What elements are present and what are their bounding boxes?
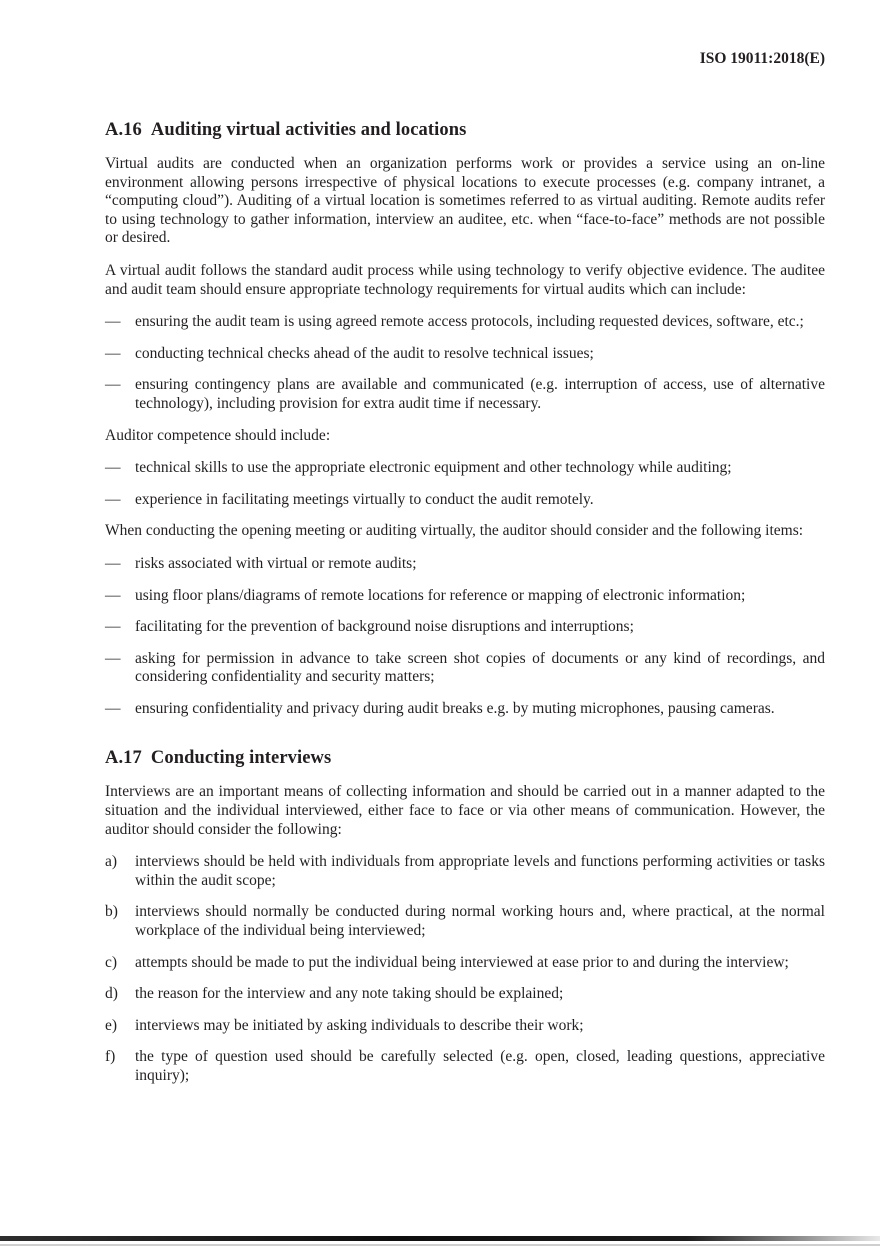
section-a16-heading [105, 120, 825, 141]
dash-marker: — [105, 586, 121, 604]
list-item-text: facilitating for the prevention of background noise disruptions and interruptions; [135, 618, 634, 636]
list-item [105, 491, 825, 510]
list-item-text: experience in facilitating meetings virtually to conduct the audit remotely. [135, 490, 594, 508]
list-item-text: asking for permission in advance to take screen shot copies of documents or any kind of recordings, and considering confidentiality and security matters; [135, 649, 825, 686]
list-item [105, 903, 825, 940]
dash-marker: — [105, 554, 121, 572]
list-item [105, 650, 825, 687]
list-item [105, 1017, 825, 1036]
letter-marker: e) [105, 1016, 118, 1034]
page-bottom-scan-line-secondary [0, 1244, 880, 1246]
dash-marker: — [105, 459, 121, 477]
section-a16 [105, 120, 825, 718]
list-item-text: the type of question used should be carefully selected (e.g. open, closed, leading questions, appreciative inquiry); [135, 1048, 825, 1084]
list-item [105, 587, 825, 606]
list-item-text: using floor plans/diagrams of remote locations for reference or mapping of electronic information; [135, 586, 746, 604]
letter-marker: f) [105, 1048, 116, 1066]
dash-marker: — [105, 313, 121, 331]
section-a17 [105, 748, 825, 1085]
list-item-text: attempts should be made to put the individual being interviewed at ease prior to and during the interview; [135, 953, 789, 971]
dash-marker: — [105, 490, 121, 508]
section-a17-title: Conducting interviews [150, 748, 332, 769]
paragraph: A virtual audit follows the standard audit process while using technology to verify objective evidence. The auditee and audit team should ensure appropriate technology requirements for virtual audits which can include: [105, 261, 825, 298]
document-reference: ISO 19011:2018(E) [699, 50, 825, 67]
list-item-text: risks associated with virtual or remote audits; [135, 554, 417, 572]
list-item-text: conducting technical checks ahead of the audit to resolve technical issues; [135, 344, 594, 362]
paragraph: Interviews are an important means of collecting information and should be carried out in a manner adapted to the situation and the individual interviewed, either face to face or via other means of communication. However, the auditor should consider the following: [105, 783, 825, 838]
letter-marker: d) [105, 985, 118, 1003]
list-item [105, 1048, 825, 1085]
dash-marker: — [105, 376, 121, 394]
list-item [105, 985, 825, 1004]
list-item-text: the reason for the interview and any note taking should be explained; [135, 985, 564, 1003]
page-bottom-scan-line [0, 1236, 880, 1241]
dash-marker: — [105, 618, 121, 636]
list-item [105, 555, 825, 574]
letter-marker: b) [105, 903, 118, 921]
list-item [105, 459, 825, 478]
section-a17-heading [105, 748, 825, 769]
list-item [105, 954, 825, 973]
list-item [105, 700, 825, 719]
paragraph: Virtual audits are conducted when an organization performs work or provides a service using an on-line environment allowing persons irrespective of physical locations to execute processes (e.g. company intranet, a “computing cloud”). Auditing of a virtual location is sometimes referred to as virtual auditing. Remote audits refer to using technology to gather information, interview an auditee, etc. when “face-to-face” methods are not possible or desired. [105, 155, 825, 247]
dash-marker: — [105, 699, 121, 717]
list-item [105, 376, 825, 413]
letter-marker: c) [105, 953, 118, 971]
list-item-text: interviews should normally be conducted during normal working hours and, where practical, at the normal workplace of the individual being interviewed; [135, 903, 825, 940]
letter-marker: a) [105, 853, 118, 871]
list-item-text: ensuring confidentiality and privacy during audit breaks e.g. by muting microphones, pausing cameras. [135, 699, 775, 717]
list-item-text: ensuring contingency plans are available and communicated (e.g. interruption of access, use of alternative technology), including provision for extra audit time if necessary. [135, 376, 825, 412]
paragraph: Auditor competence should include: [105, 426, 331, 444]
dash-marker: — [105, 649, 121, 667]
list-item-text: ensuring the audit team is using agreed remote access protocols, including requested devices, software, etc.; [135, 313, 804, 331]
list-item-text: interviews should be held with individuals from appropriate levels and functions performing activities or tasks within the audit scope; [135, 853, 825, 889]
page-header [105, 50, 825, 68]
dash-marker: — [105, 344, 121, 362]
list-item [105, 618, 825, 637]
section-a16-number: A.16 [105, 120, 142, 140]
section-a16-title: Auditing virtual activities and locations [150, 120, 467, 140]
section-a17-number: A.17 [105, 748, 142, 769]
list-item [105, 853, 825, 890]
list-item [105, 345, 825, 364]
list-item [105, 313, 825, 332]
list-item-text: interviews may be initiated by asking individuals to describe their work; [135, 1016, 584, 1034]
paragraph: When conducting the opening meeting or auditing virtually, the auditor should consider and the following items: [105, 522, 804, 540]
list-item-text: technical skills to use the appropriate electronic equipment and other technology while auditing; [135, 459, 732, 477]
